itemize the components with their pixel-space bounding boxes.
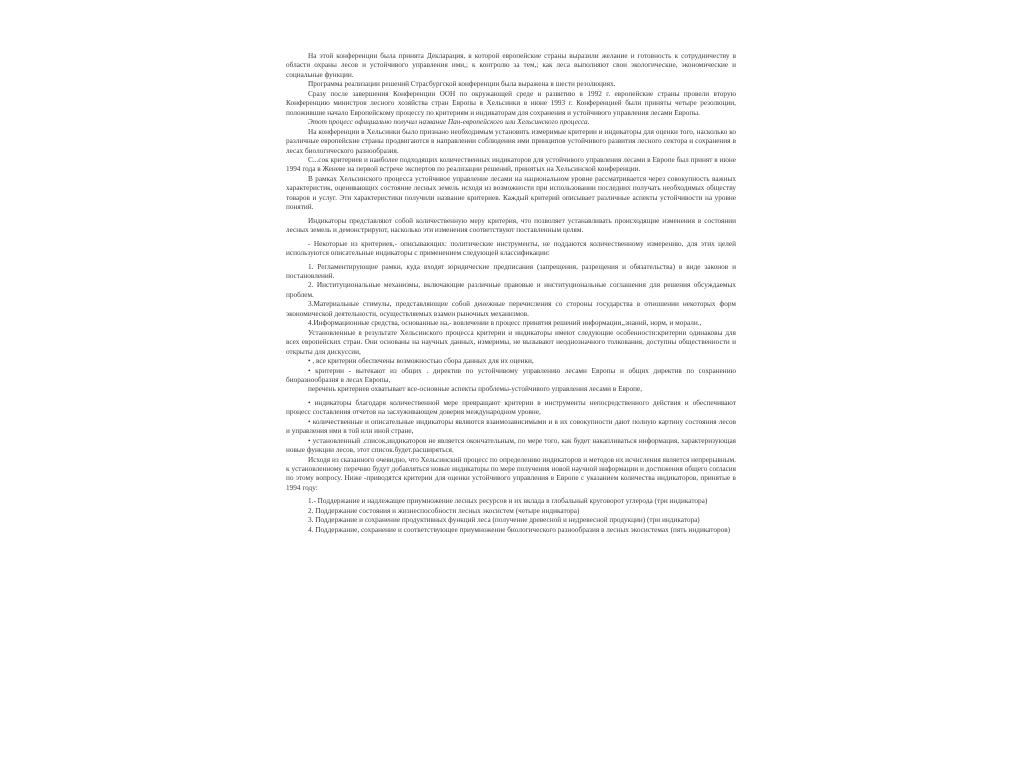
paragraph: 1. Регламентирующие рамки, куда входят юридические предписания (запрещения, разрещения и обязательства) в виде законов и постановлений. — [286, 262, 736, 280]
criteria-item: 3. Поддержание и сохранение продуктивных функций леса (получение древесной и недревесной продукции) (три индикатора) — [308, 516, 700, 525]
list-item: перечень критериев охватывает все-основные аспекты проблемы-устойчивого управления лесами в Европе, — [308, 385, 643, 394]
criteria-item: 4. Поддержание, сохранение и соответствующее приумножение биологического разнообразия в лесных экосистемах (пять индикаторов) — [308, 525, 731, 534]
criteria-item: 2. Поддержание состояния и жизнеспособности лесных экосистем (четыре индикатора) — [308, 506, 580, 515]
paragraph: Сразу после завершения Конференции ООН по окружающей среде и развитию в 1992 г. европейские страны провели вторую Конференцию министров лесного хозяйства стран Европы в Хельсинки в июне 1993 г. Конференцией были приняты четыре резолюции, положившие начало Европейскому процессу по критериям и индикаторам для сохранения и устойчивого управления лесами Европы. — [286, 89, 736, 117]
paragraph: - Некоторые из критериев,- описывающих: политические инструменты, не поддаются количественному измерению, для этих целей используются описательные индикаторы с применением следующей классификации: — [286, 239, 736, 258]
list-item: • установленный .список,индикаторов не является окончательным, по мере того, как будет накапливаться информация, характеризующая новые функции лесов, этот список.будет.расширяться. — [286, 436, 736, 455]
list-item: • индикаторы благодаря количественной мере превращают критерии в инструменты непосредственного действия и обеспечивают процесс составления отчетов на заслуживающем доверия международном уровне, — [286, 398, 736, 417]
paragraph: На конференции в Хельсинки было признано необходимым установить измеримые критерии и индикаторы для оценки того, насколько ко различные европейские страны продвигаются в направлении соблюдения ими принципов устойчивого развития лесного сектора и сохранения в лесах биологического разнообразия. — [286, 127, 736, 155]
paragraph: 2. Институциональные механизмы, включающие различные правовые и институциональные соглашения для решения обсуждаемых проблем. — [286, 281, 736, 299]
paragraph: 4.Информационные средства, основанные на,- вовлечении в процесс принятия решений информации,,знаний, норм, и морали., — [308, 319, 702, 328]
paragraph: Программа реализации решений Страсбургской конференции была выражена в шести резолюциях. — [308, 80, 616, 89]
list-item: • критерии - вытекают из общих . директив по устойчивому управлению лесами Европы и общих директив по сохранению биоразнообразия в лесах Европы, — [286, 366, 736, 384]
list-item: • , все критерии обеспечены возможностью сбора данных для их оценки, — [308, 357, 534, 366]
paragraph: На этой конференции была принята Декларация, в которой европейские страны выразили желание и готовность к сотрудничеству в области охраны лесов и устойчивого управления ими,; к контролю за тем,; как леса выполняют свои экологические, экономические и социальные функции. — [286, 52, 736, 79]
paragraph: Этот процесс официально получил название Пан-европейского или Хельсинского процесса. — [308, 118, 590, 127]
document-page — [286, 52, 736, 712]
paragraph: С...сок критериев и наиболее подходящих количественных индикаторов для устойчивого управления лесами в Европе был принят в июне 1994 года в Женеве на первой встрече экспертов по реализации решений, принятых на Хельсинской конференции. — [286, 155, 736, 174]
list-item: • количественные и описательные индикаторы являются взаимозависимыми и в их совокупности дают полную картину состояния лесов и управления ими в той или иной стране, — [286, 417, 736, 436]
paragraph: Установленные в результате Хельсинского процесса критерии и индикаторы имеют следующие особенности:критерии одинаковы для всех европейских стран. Они основаны на научных данных, измеримы, не вызывают неоднозначного толкования, доступны общественности и открыты для дискуссии, — [286, 328, 736, 356]
paragraph: Исходя из сказанного очевидно, что Хельсинский процесс по определению индикаторов и методов их исчисления является непрерывным. к установленному перечню будут добавляться новые индикаторы по мере получения новой научной информации и достижения общего согласия по этому вопросу. Ниже -приводятся критерии для оценки устойчивого управления в Европе с указанием количества индикаторов, принятые в 1994 году: — [286, 455, 736, 492]
paragraph: В рамках Хельсинского процесса устойчивое управление лесами на национальном уровне рассматривается через совокупность важных характеристик, оценивающих состояние лесных земель исходя из возможности при использовании последних получать необходимых обществу товаров и услуг. Эти характеристики получили название критериев. Каждый критерий описывает различные аспекты устойчивости на уровне понятий. — [286, 174, 736, 212]
paragraph: Индикаторы представляют собой количественную меру критерия, что позволяет устанавливать происходящие изменения в состоянии лесных земель и демонстрируют, насколько эти изменения соответствуют поставленным целям. — [286, 216, 736, 235]
paragraph: 3.Материальные стимулы, представляющие собой денежные перечисления со стороны государства в отношении некоторых форм экономической деятельности, осуществляемых взамен рыночных механизмов. — [286, 300, 736, 318]
criteria-item: 1.- Поддержание и надлежащее приумножение лесных ресурсов и их вклада в глобальный круговорот углерода (три индикатора) — [308, 497, 708, 506]
